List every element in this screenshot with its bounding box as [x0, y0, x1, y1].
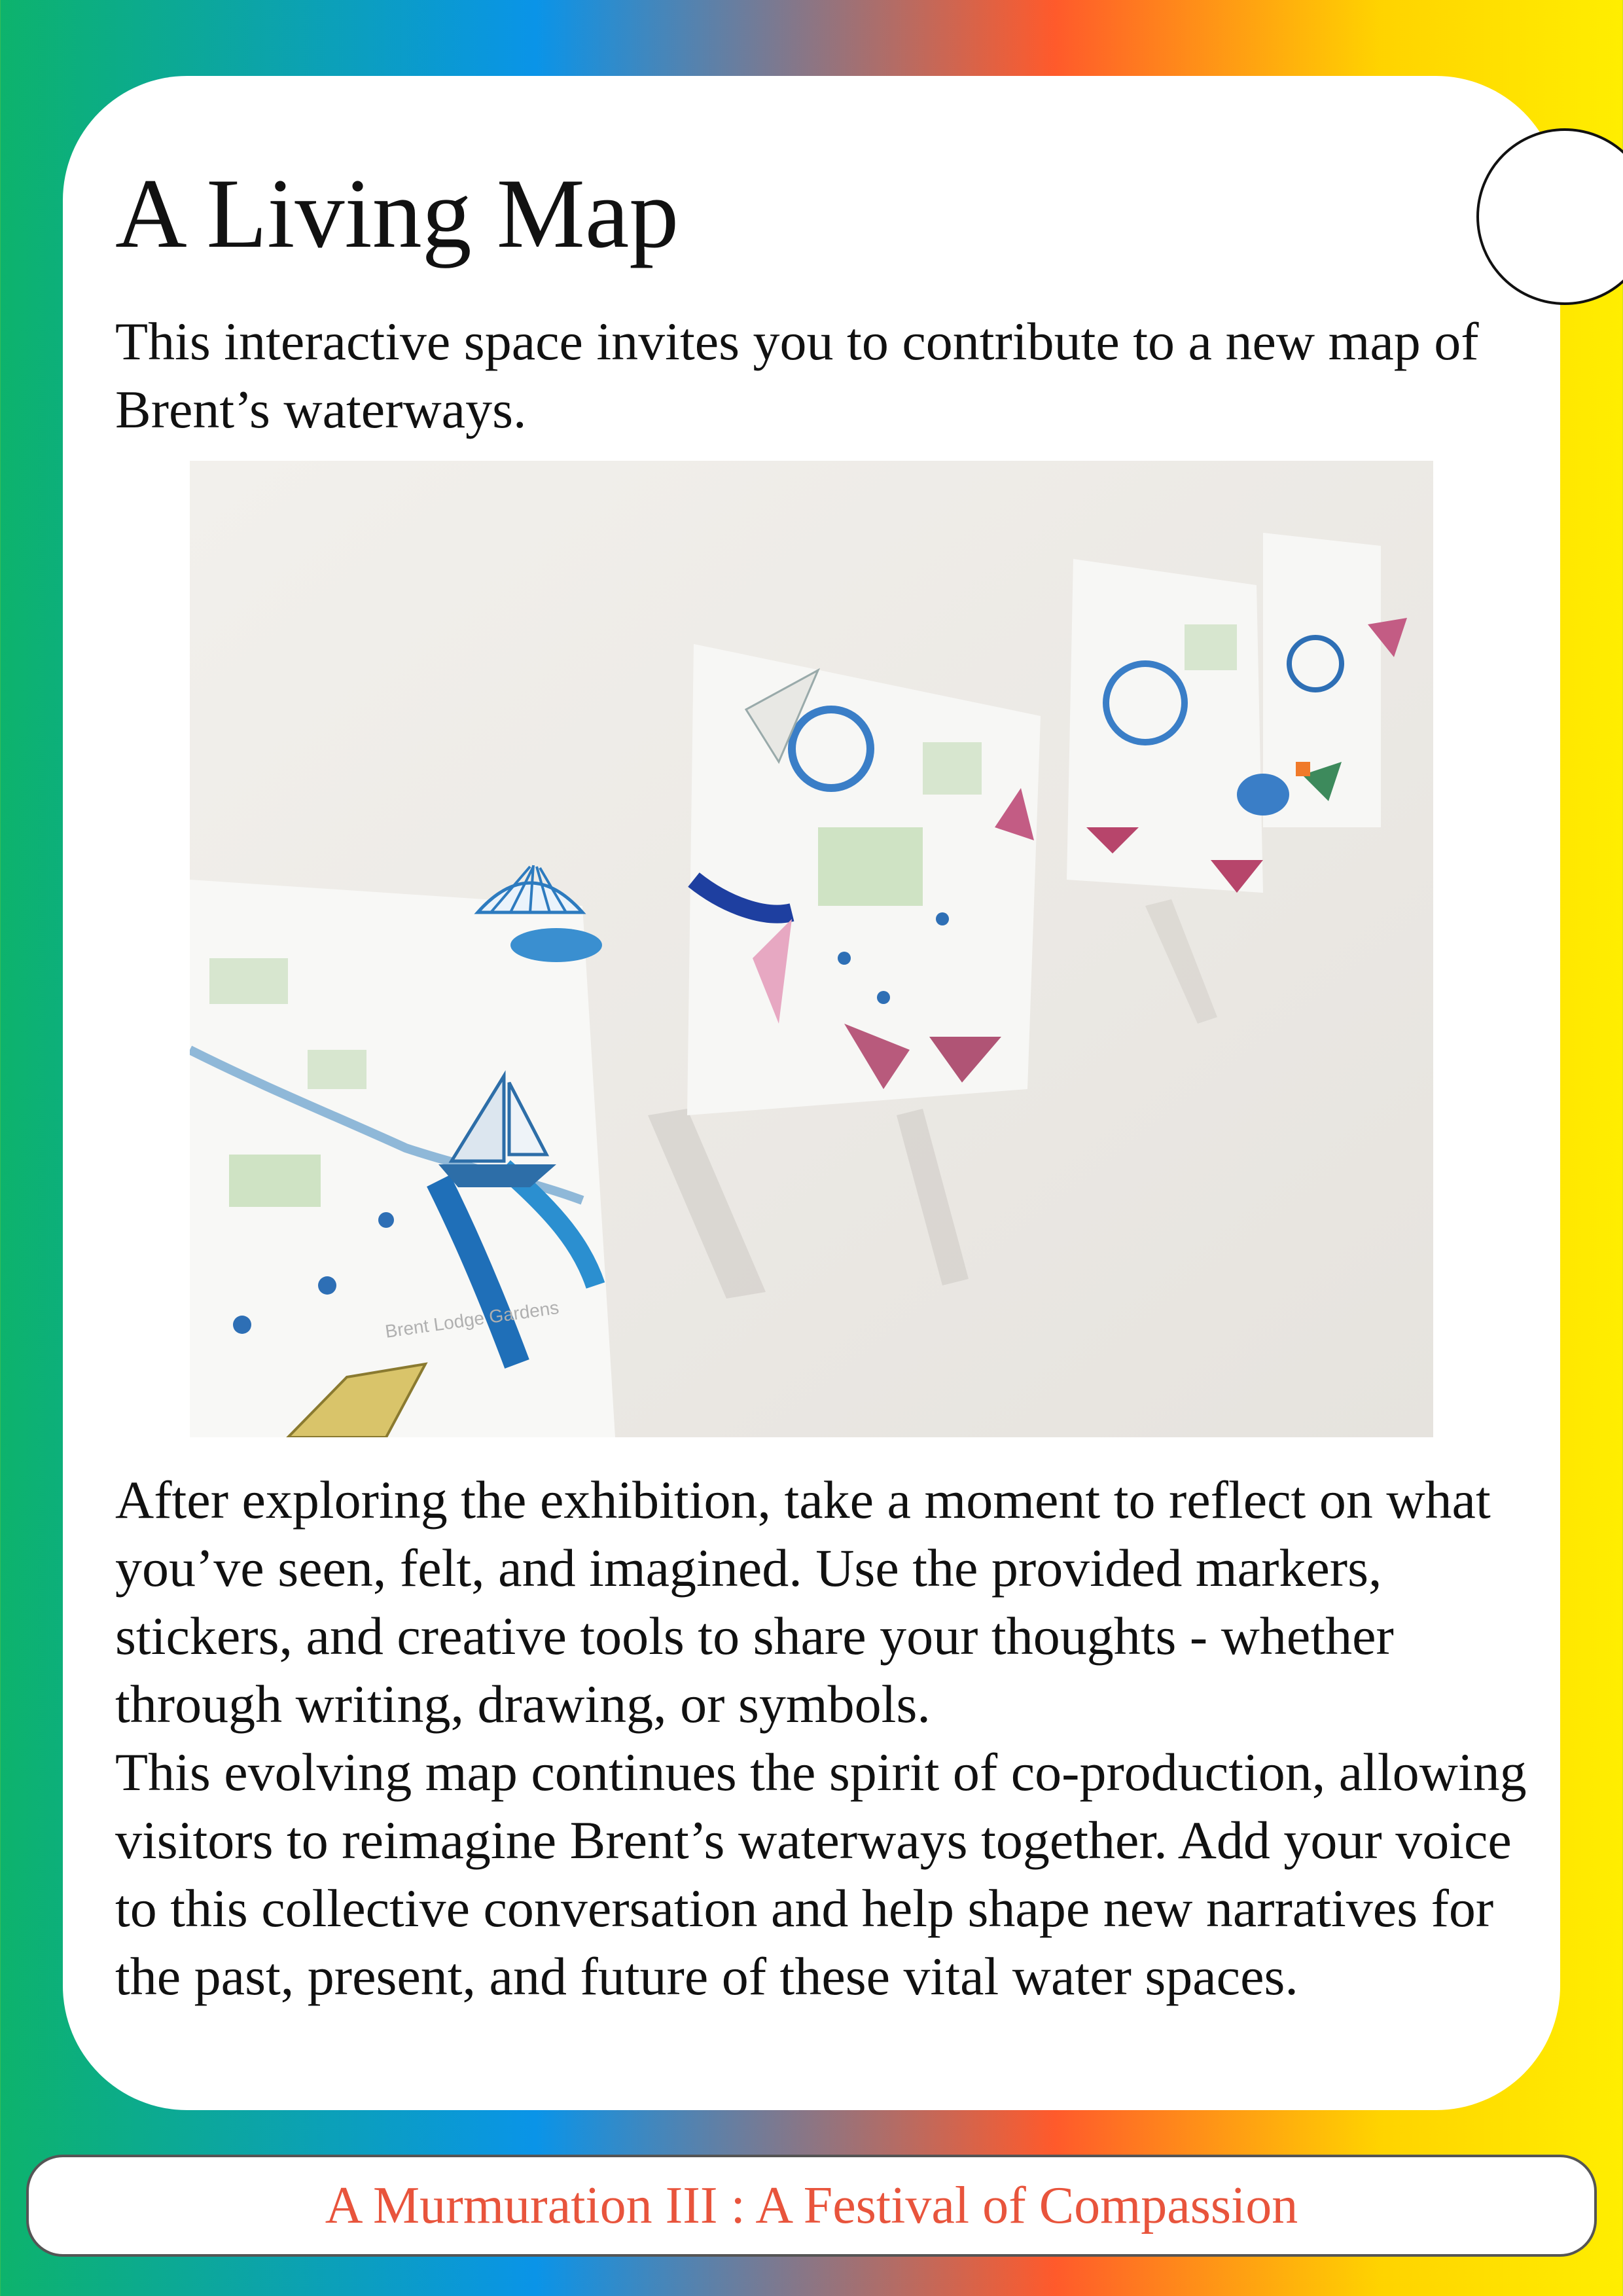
- body-text: [115, 1466, 1529, 2011]
- page-title: A Living Map: [115, 158, 679, 268]
- exhibition-photo: [190, 461, 1433, 1437]
- body-paragraph: This evolving map continues the spirit of co-production, allowing visitors to reimagine Brent’s waterways together. Add your voice to this collective conversation and help shape new narratives for the past, present, and future of these vital water spaces.: [115, 1742, 1527, 2006]
- footer-banner: [26, 2155, 1597, 2257]
- map-sheet-left: [190, 880, 615, 1437]
- map-label: Brent Lodge Gardens: [383, 1297, 560, 1342]
- body-paragraph: After exploring the exhibition, take a moment to reflect on what you’ve seen, felt, and imagined. Use the provided markers, stickers, and creative tools to share your thoughts - whether through writing, drawing, or symbols.: [115, 1470, 1491, 1734]
- footer-text: A Murmuration III : A Festival of Compassion: [325, 2176, 1298, 2234]
- intro-text: This interactive space invites you to contribute to a new map of Brent’s waterways.: [115, 312, 1479, 439]
- map-sheet-center: [687, 644, 1041, 1115]
- corner-circle: [1476, 128, 1623, 305]
